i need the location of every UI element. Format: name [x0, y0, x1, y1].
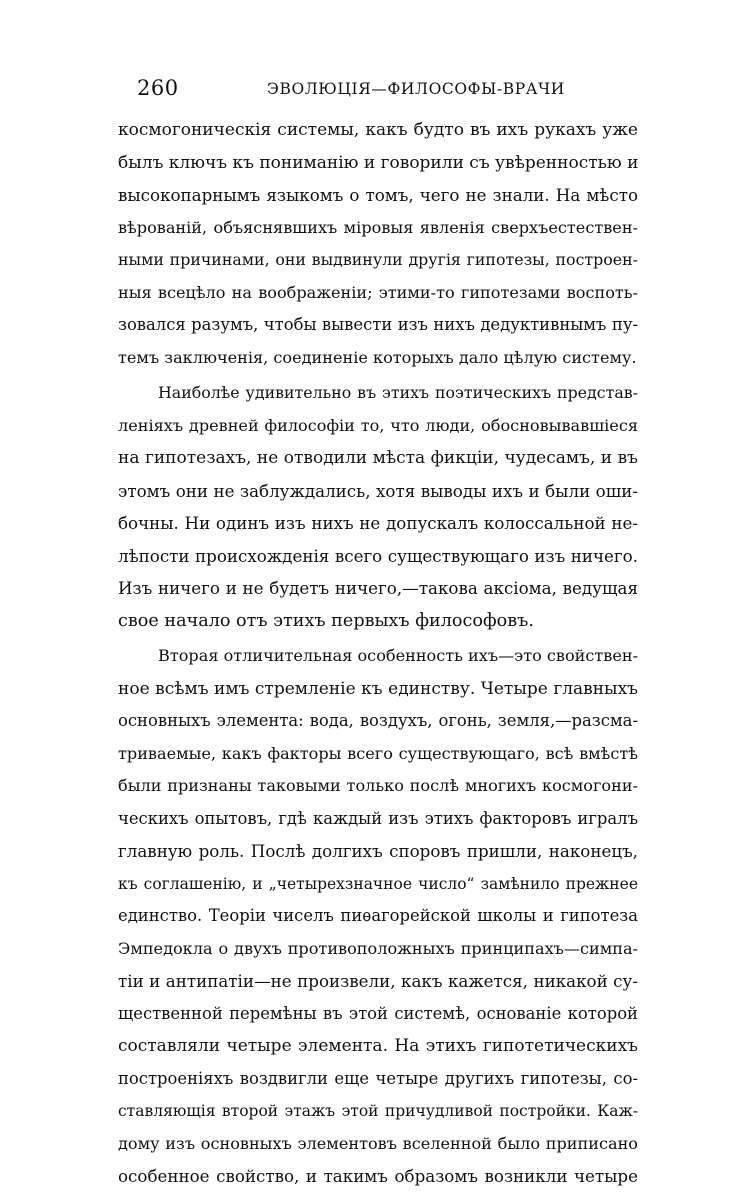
text-line: ческихъ опытовъ, гдѣ каждый изъ этихъ факторовъ игралъ	[118, 808, 638, 828]
text-line: ставляющія второй этажъ этой причудливой постройки. Каж-	[118, 1102, 638, 1120]
text-line: бочны. Ни одинъ изъ нихъ не допускалъ колоссальной не-	[118, 513, 638, 533]
text-line: темъ заключенія, соединеніе которыхъ дало цѣлую систему.	[118, 347, 637, 367]
text-line: лѣпости происхожденія всего существующаго изъ ничего.	[118, 545, 638, 566]
text-line: тіи и антипатіи—не произвели, какъ кажется, никакой су-	[118, 971, 638, 991]
text-line: особенное свойство, и такимъ образомъ возникли четыре	[118, 1166, 638, 1186]
paragraph-2	[118, 377, 638, 637]
text-line: этомъ они не заблуждались, хотя выводы ихъ и были оши-	[118, 480, 638, 501]
text-line: космогоническія системы, какъ будто въ ихъ рукахъ уже	[118, 120, 638, 140]
text-line: дому изъ основныхъ элементовъ вселенной было приписано	[118, 1133, 638, 1153]
text-line: ное всѣмъ имъ стремленіе къ единству. Четыре главныхъ	[118, 678, 638, 699]
text-line: щественной перемѣны въ этой системѣ, основаніе которой	[118, 1003, 638, 1023]
text-line: единство. Теоріи чиселъ пиѳагорейской школы и гипотеза	[118, 906, 638, 925]
running-title: ЭВОЛЮЦІЯ—ФИЛОСОФЫ-ВРАЧИ	[267, 80, 565, 98]
text-body	[118, 114, 638, 1193]
text-line: свое начало отъ этихъ первыхъ философовъ.	[118, 610, 534, 631]
text-line: къ соглашенію, и „четырехзначное число“ замѣнило прежнее	[118, 874, 638, 893]
text-line: леніяхъ древней философіи то, что люди, обосновывавшіеся	[118, 415, 638, 435]
text-line: построеніяхъ воздвигли еще четыре другихъ гипотезы, со-	[118, 1068, 638, 1088]
text-line: зовался разумъ, чтобы вывести изъ нихъ дедуктивнымъ пу-	[118, 315, 638, 334]
text-line: высокопарнымъ языкомъ о томъ, чего не знали. На мѣсто	[118, 185, 638, 205]
running-head	[137, 76, 637, 104]
text-line: Вторая отличительная особенность ихъ—это свойствен-	[158, 646, 638, 665]
text-line: составляли четыре элемента. На этихъ гипотетическихъ	[118, 1036, 638, 1056]
paragraph-1	[118, 114, 638, 374]
text-line: триваемые, какъ факторы всего существующаго, всѣ вмѣстѣ	[118, 743, 638, 763]
text-line: вѣрованій, объяснявшихъ міровыя явленія сверхъестествен-	[118, 217, 638, 237]
text-line: на гипотезахъ, не отводили мѣста фикціи, чудесамъ, и въ	[118, 448, 638, 468]
text-line: ными причинами, они выдвинули другія гипотезы, построен-	[118, 250, 638, 269]
text-line: ныя всецѣло на воображеніи; этими-то гипотезами воспоть-	[118, 282, 638, 302]
page-number: 260	[137, 76, 179, 100]
paragraph-3	[118, 640, 638, 1193]
text-line: были признаны таковыми только послѣ многихъ космогони-	[118, 776, 638, 795]
text-line: Эмпедокла о двухъ противоположныхъ принципахъ—симпа-	[118, 938, 638, 958]
text-line: Изъ ничего и не будетъ ничего,—такова аксіома, ведущая	[118, 578, 638, 598]
text-line: главную роль. Послѣ долгихъ споровъ пришли, наконецъ,	[118, 841, 638, 861]
text-line: былъ ключъ къ пониманію и говорили съ увѣренностью и	[118, 152, 638, 173]
text-line: основныхъ элемента: вода, воздухъ, огонь, земля,—разсма-	[118, 711, 638, 730]
text-line: Наиболѣе удивительно въ этихъ поэтическихъ представ-	[158, 383, 638, 402]
